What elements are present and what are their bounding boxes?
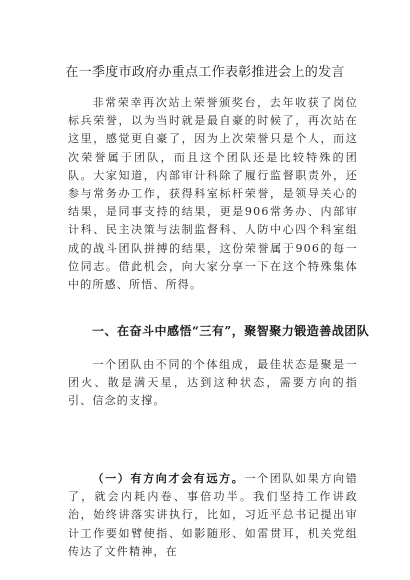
body-paragraph bbox=[68, 94, 358, 294]
body-paragraph bbox=[68, 356, 358, 411]
paragraph-text: 一个团队如果方向错了，就会内耗内卷、事倍功半。我们坚持工作讲政治，始终讲落实讲执行，比如，习近平总书记提出审计工作要如臂使指、如影随形、如雷贯耳，机关党组传达了文件精神，在 bbox=[68, 472, 358, 558]
document-title: 在一季度市政府办重点工作表彰推进会上的发言 bbox=[65, 65, 345, 80]
subsection-lead: （一）有方向才会有远方。 bbox=[92, 472, 245, 485]
paragraph-text: 非常荣幸再次站上荣誉颁奖台，去年收获了岗位标兵荣誉，以为当时就是最自豪的时候了，再次站在这里，感觉更自豪了，因为上次荣誉只是个人，而这次荣誉属于团队，而且这个团队还是比较特殊的团队。大家知道，内部审计科除了履行监督职责外，还参与常务办工作，获得科室标杆荣誉，是领导关心的结果，是同事支持的结果，更是906常务办、内部审计科、民主决策与法制监督科、人防中心四个科室组成的战斗团队拼搏的结果，这份荣誉属于906的每一位同志。借此机会，向大家分享一下在这个特殊集体中的所感、所悟、所得。 bbox=[68, 96, 358, 292]
body-paragraph bbox=[68, 470, 358, 561]
section-heading: 一、在奋斗中感悟“三有”，聚智聚力锻造善战团队 bbox=[92, 324, 370, 338]
paragraph-text: 一个团队由不同的个体组成，最佳状态是聚是一团火、散是满天星，达到这种状态，需要方向的指引、信念的支撑。 bbox=[68, 358, 358, 408]
